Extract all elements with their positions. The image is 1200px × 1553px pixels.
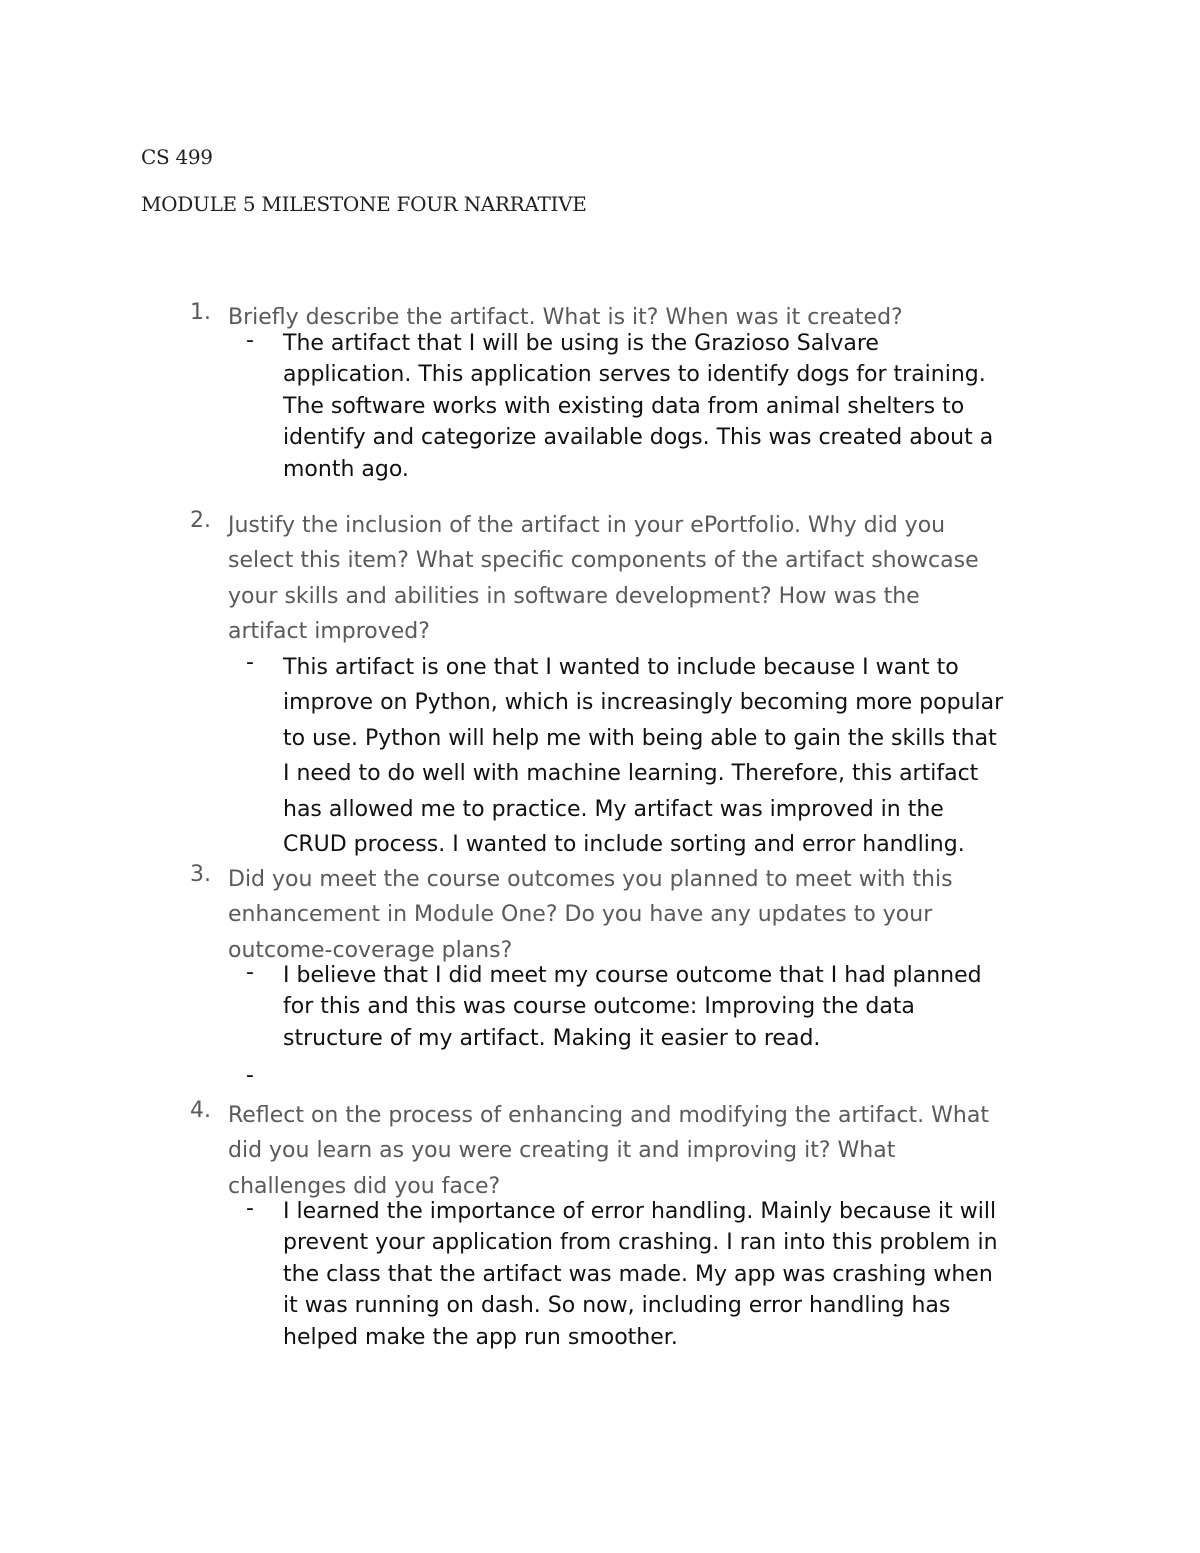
question-2-number: 2. [190,508,211,533]
answer-bullet: - [246,960,254,985]
question-3-text: Did you meet the course outcomes you planned to meet with this enhancement in Module One? Do you have any updates to your outcome-coverage plans? [228,867,953,963]
question-4-number: 4. [190,1098,211,1123]
question-3-number: 3. [190,862,211,887]
answer-bullet: - [246,650,254,675]
question-1-answer: The artifact that I will be using is the Grazioso Salvare application. This application serves to identify dogs for training. The software works with existing data from animal shelters to identify and categorize available dogs. This was created about a month ago. [283,331,994,482]
question-4-text: Reflect on the process of enhancing and modifying the artifact. What did you learn as you were creating it and improving it? What challenges did you face? [228,1103,989,1199]
course-code: CS 499 [141,145,213,169]
question-2-answer: This artifact is one that I wanted to include because I want to improve on Python, which is increasingly becoming more popular to use. Python will help me with being able to gain the skills that I need to do well with machine learning. Therefore, this artifact has allowed me to practice. My artifact was improved in the CRUD process. I wanted to include sorting and error handling. [283,655,1004,858]
document-title: MODULE 5 MILESTONE FOUR NARRATIVE [141,192,587,216]
question-1-number: 1. [190,300,211,325]
question-3-answer: I believe that I did meet my course outcome that I had planned for this and this was course outcome: Improving the data structure of my artifact. Making it easier to read. [283,963,982,1051]
question-2-text: Justify the inclusion of the artifact in your ePortfolio. Why did you select this item? What specific components of the artifact showcase your skills and abilities in software development? How was the artifact improved? [228,513,979,645]
question-1-text: Briefly describe the artifact. What is it? When was it created? [228,305,903,330]
answer-bullet-empty: - [246,1063,254,1088]
answer-bullet: - [246,1196,254,1221]
answer-bullet: - [246,328,254,353]
question-4-answer: I learned the importance of error handling. Mainly because it will prevent your application from crashing. I ran into this problem in the class that the artifact was made. My app was crashing when it was running on dash. So now, including error handling has helped make the app run smoother. [283,1199,998,1350]
